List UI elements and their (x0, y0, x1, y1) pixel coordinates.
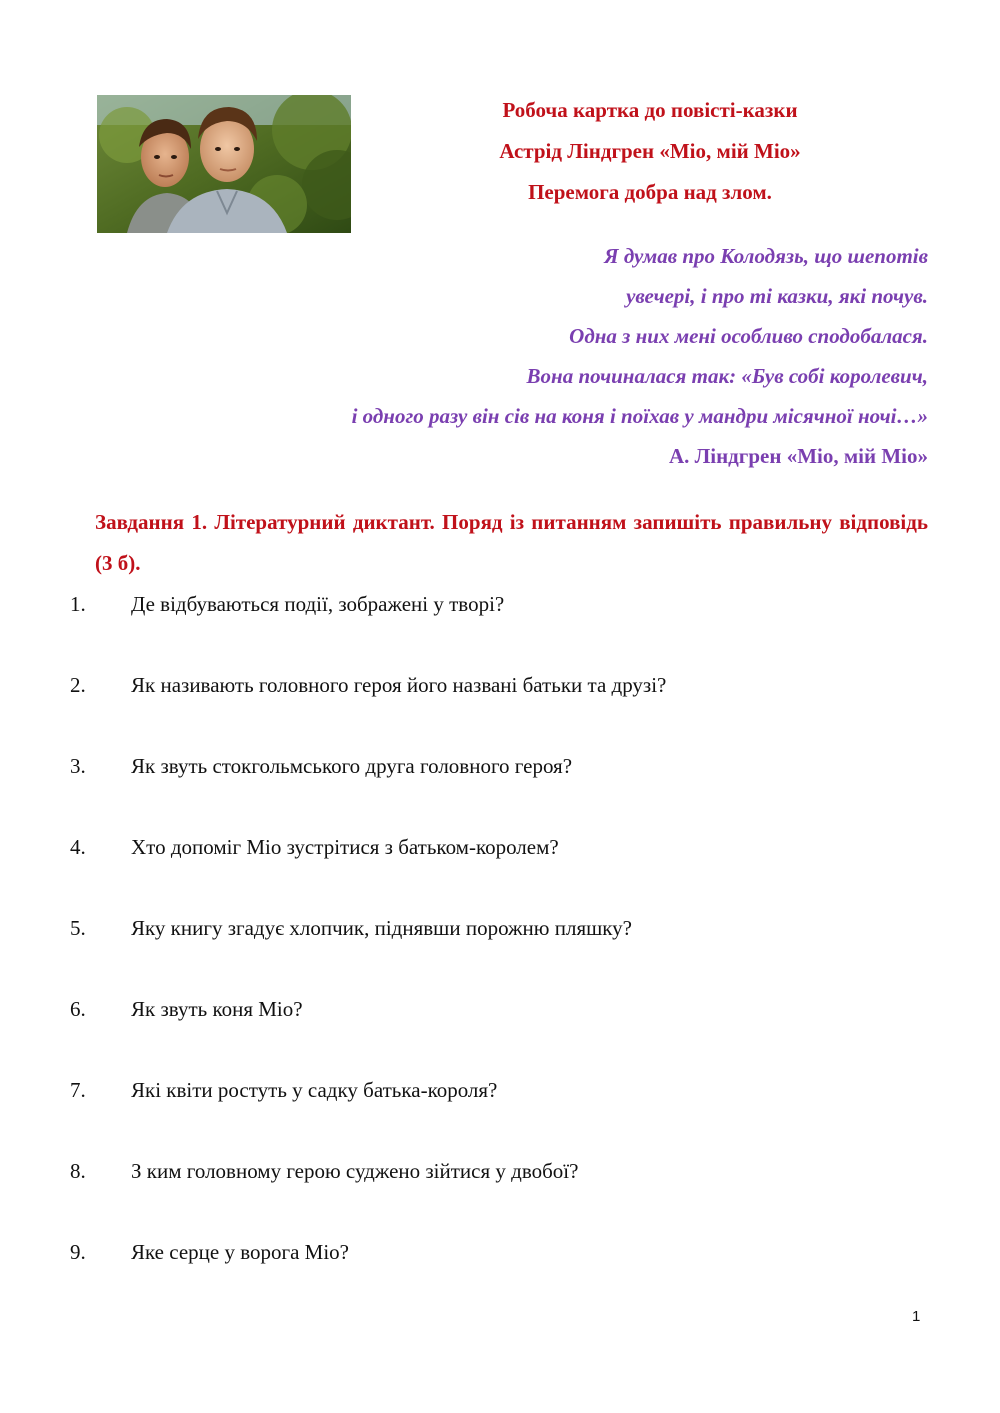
question-item (70, 665, 950, 746)
epigraph (128, 236, 928, 476)
epigraph-line-1: Я думав про Колодязь, що шепотів (604, 244, 928, 268)
question-text: Як називають головного героя його названі батьки та друзі? (131, 673, 667, 697)
question-text: Як звуть стокгольмського друга головного героя? (131, 754, 573, 778)
question-text: Хто допоміг Міо зустрітися з батьком-королем? (131, 835, 559, 859)
question-number: 6. (70, 997, 86, 1021)
question-item (70, 1070, 950, 1151)
title-line-1: Робоча картка до повісті-казки (502, 98, 798, 122)
question-item (70, 908, 950, 989)
question-item (70, 746, 950, 827)
question-text: Як звуть коня Міо? (131, 997, 303, 1021)
question-number: 8. (70, 1159, 86, 1183)
epigraph-line-3: Одна з них мені особливо сподобалася. (569, 324, 928, 348)
epigraph-author: А. Ліндгрен «Міо, мій Міо» (668, 444, 928, 468)
question-text: Які квіти ростуть у садку батька-короля? (131, 1078, 498, 1102)
question-item (70, 827, 950, 908)
question-number: 2. (70, 673, 86, 697)
epigraph-line-4: Вона починалася так: «Був собі королевич, (526, 364, 928, 388)
task-heading: Завдання 1. Літературний диктант. Поряд із питанням запишіть правильну відповідь (3 б). (95, 510, 928, 575)
question-number: 5. (70, 916, 86, 940)
question-item (70, 989, 950, 1070)
question-text: Яке серце у ворога Міо? (131, 1240, 349, 1264)
question-number: 7. (70, 1078, 86, 1102)
question-number: 4. (70, 835, 86, 859)
question-number: 3. (70, 754, 86, 778)
question-text: Де відбуваються події, зображені у творі? (131, 592, 505, 616)
question-item (70, 584, 950, 665)
page-number: 1 (912, 1308, 921, 1325)
title-line-2: Астрід Ліндгрен «Міо, мій Міо» (499, 139, 801, 163)
epigraph-line-5: і одного разу він сів на коня і поїхав у мандри місячної ночі…» (351, 404, 928, 428)
two-boys-photo (97, 95, 351, 233)
question-text: З ким головному герою суджено зійтися у двобої? (131, 1159, 579, 1183)
question-number: 1. (70, 592, 86, 616)
epigraph-line-2: увечері, і про ті казки, які почув. (626, 284, 928, 308)
question-number: 9. (70, 1240, 86, 1264)
question-text: Яку книгу згадує хлопчик, піднявши порожню пляшку? (131, 916, 633, 940)
question-item (70, 1151, 950, 1232)
worksheet-title (360, 90, 940, 213)
question-list (70, 584, 950, 1313)
title-line-3: Перемога добра над злом. (528, 180, 772, 204)
question-item (70, 1232, 950, 1313)
